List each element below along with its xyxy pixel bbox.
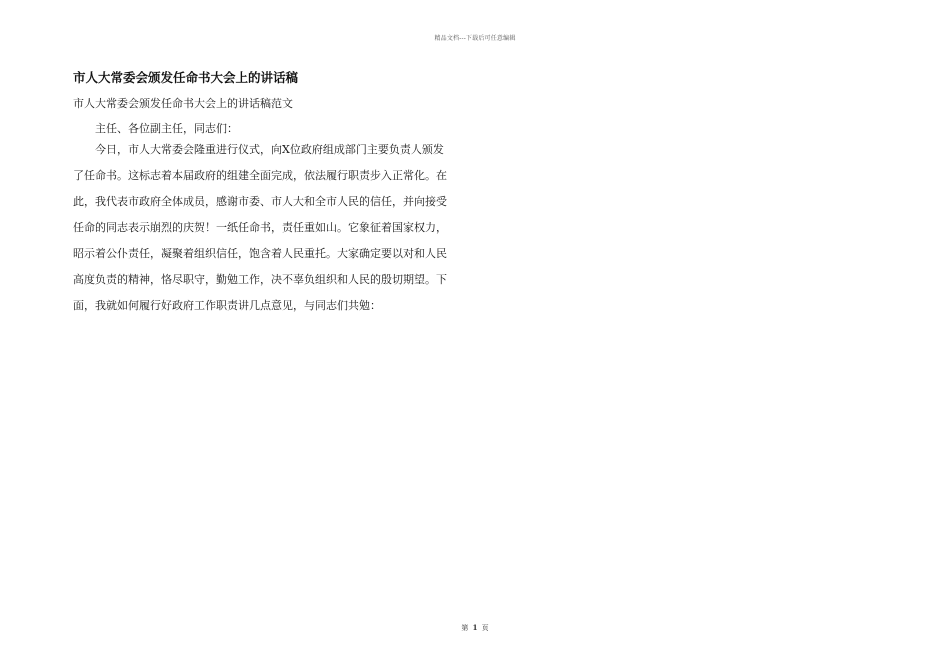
body-line: 高度负责的精神，恪尽职守，勤勉工作，决不辜负组织和人民的殷切期望。下 (73, 273, 447, 286)
speech-body (73, 144, 473, 326)
page-suffix: 页 (481, 624, 489, 632)
body-line: 任命的同志表示崩烈的庆贺！一纸任命书，责任重如山。它象征着国家权力， (73, 221, 447, 234)
body-line: 今日，市人大常委会隆重进行仪式，向X位政府组成部门主要负责人颁发 (95, 143, 444, 156)
page-footer (0, 623, 950, 633)
page-prefix: 第 (461, 624, 469, 632)
document-title: 市人大常委会颁发任命书大会上的讲话稿 (73, 70, 299, 85)
body-line: 了任命书。这标志着本届政府的组建全面完成，依法履行职责步入正常化。在 (73, 169, 447, 182)
body-line: 此，我代表市政府全体成员，感谢市委、市人大和全市人民的信任，并向接受 (73, 195, 447, 208)
body-line: 昭示着公仆责任，凝聚着组织信任，饱含着人民重托。大家确定要以对和人民 (73, 247, 447, 260)
salutation: 主任、各位副主任，同志们： (95, 122, 238, 135)
document-subtitle: 市人大常委会颁发任命书大会上的讲话稿范文 (73, 97, 293, 110)
page-number: 1 (472, 623, 478, 632)
body-line: 面，我就如何履行好政府工作职责讲几点意见，与同志们共勉： (73, 299, 381, 312)
page-header-note: 精品文档---下载后可任意编辑 (434, 35, 516, 42)
